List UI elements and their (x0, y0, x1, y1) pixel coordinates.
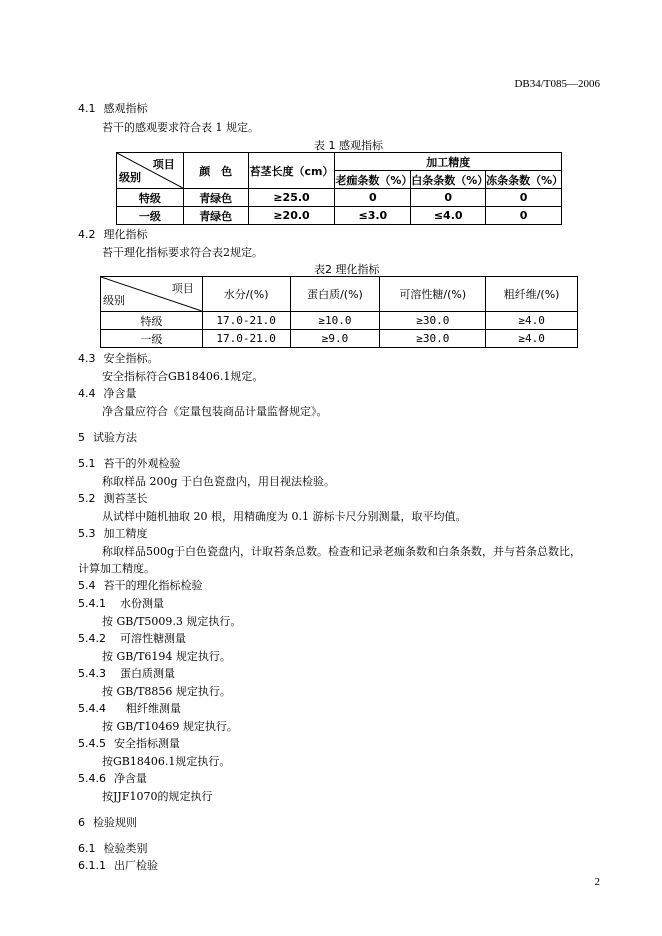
table-cell: ≥9.0 (290, 330, 380, 348)
table-cell: 0 (486, 207, 562, 225)
heading-5-4-5 (78, 735, 180, 751)
section-number: 5.4.2 (78, 632, 106, 645)
table-cell: ≤4.0 (411, 207, 486, 225)
table1-subheader: 冻条条数（%） (486, 171, 562, 189)
section-title: 净含量 (103, 387, 137, 400)
table-cell: 青绿色 (183, 207, 248, 225)
table2-header: 可溶性糖/(%) (380, 277, 486, 312)
section-number: 5 (78, 431, 85, 444)
table1-header-color: 颜 色 (183, 153, 248, 189)
table1-caption: 表 1 感观指标 (314, 139, 383, 152)
table-cell: ≥10.0 (290, 312, 380, 330)
paragraph-5-3-line2: 计算加工精度。 (78, 562, 155, 575)
section-number: 5.3 (78, 527, 96, 540)
section-number: 6.1.1 (78, 859, 106, 872)
section-number: 5.4.5 (78, 737, 106, 750)
section-title: 粗纤维测量 (126, 702, 181, 715)
table-cell: ≥20.0 (248, 207, 335, 225)
section-number: 5.4 (78, 579, 96, 592)
table1-subheader: 白条条数（%） (411, 171, 486, 189)
table-cell: ≥25.0 (248, 189, 335, 207)
paragraph-5-4-6: 按JJF1070的规定执行 (102, 790, 213, 803)
table-cell: 0 (411, 189, 486, 207)
section-title: 检验类别 (103, 842, 148, 855)
section-title: 加工精度 (103, 527, 148, 540)
paragraph-4-2: 苔干理化指标要求符合表2规定。 (102, 246, 263, 259)
table2-header: 水分/(%) (202, 277, 290, 312)
section-number: 5.2 (78, 492, 96, 505)
heading-4-2 (78, 226, 148, 242)
section-title: 水份测量 (120, 597, 164, 610)
table-cell: ≥30.0 (380, 330, 486, 348)
section-title: 蛋白质测量 (120, 667, 175, 680)
table-cell: 特级 (117, 189, 184, 207)
section-title: 安全指标测量 (114, 737, 180, 750)
section-title: 试验方法 (93, 431, 137, 444)
table-cell: ≥4.0 (486, 330, 578, 348)
section-title: 感观指标 (103, 102, 148, 115)
paragraph-4-1: 苔干的感观要求符合表 1 规定。 (102, 121, 259, 134)
table-cell: 0 (486, 189, 562, 207)
section-number: 5.4.3 (78, 667, 106, 680)
section-title: 苔干的外观检验 (103, 457, 181, 470)
table-row (117, 189, 562, 207)
section-title: 理化指标 (103, 228, 148, 241)
diag-label-item: 项目 (152, 158, 175, 171)
heading-4-1 (78, 100, 148, 116)
table-cell: ≤3.0 (335, 207, 411, 225)
paragraph-5-3-line1: 称取样品500g于白色瓷盘内，计取苔条总数。检查和记录老痂条数和白条条数，并与苔条总数比， (102, 545, 582, 558)
section-number: 4.2 (78, 228, 96, 241)
table1-diagonal-header (117, 153, 184, 189)
heading-5-4-6 (78, 770, 147, 786)
heading-5-4-3 (78, 665, 175, 681)
heading-6-1 (78, 840, 148, 856)
table-row (101, 330, 578, 348)
heading-4-4 (78, 385, 137, 401)
diag-label-grade: 级别 (119, 171, 141, 184)
heading-5-4-2 (78, 630, 186, 646)
paragraph-4-3: 安全指标符合GB18406.1规定。 (102, 370, 264, 383)
section-title: 净含量 (114, 772, 147, 785)
paragraph-5-1: 称取样品 200g 于白色瓷盘内，用目视法检验。 (102, 475, 336, 488)
table-row (117, 207, 562, 225)
section-title: 测苔茎长 (103, 492, 148, 505)
table2-header: 粗纤维/(%) (486, 277, 578, 312)
table-cell: 17.0-21.0 (202, 312, 290, 330)
section-number: 4.1 (78, 102, 96, 115)
heading-5-4-4 (78, 700, 181, 716)
table-cell: 一级 (117, 207, 184, 225)
document-code: DB34/T085—2006 (514, 78, 600, 90)
table-cell: 0 (335, 189, 411, 207)
heading-5-4 (78, 577, 203, 593)
diag-label-item: 项目 (171, 282, 194, 295)
paragraph-5-4-1: 按 GB/T5009.3 规定执行。 (102, 615, 242, 628)
heading-4-3 (78, 350, 159, 366)
section-number: 4.3 (78, 352, 96, 365)
paragraph-5-4-2: 按 GB/T6194 规定执行。 (102, 650, 231, 663)
table2-header: 蛋白质/(%) (290, 277, 380, 312)
table-cell: 一级 (101, 330, 203, 348)
section-number: 5.4.1 (78, 597, 106, 610)
heading-5-4-1 (78, 595, 164, 611)
table2-diagonal-header (101, 277, 203, 312)
section-number: 6.1 (78, 842, 96, 855)
table-cell: 特级 (101, 312, 203, 330)
section-title: 安全指标。 (103, 352, 159, 365)
section-number: 4.4 (78, 387, 96, 400)
heading-5-2 (78, 490, 148, 506)
section-number: 6 (78, 816, 85, 829)
page-number: 2 (594, 876, 600, 888)
section-number: 5.4.6 (78, 772, 106, 785)
heading-5 (78, 429, 137, 445)
table-sensory-indicators (116, 152, 562, 225)
table1-header-length: 苔茎长度（cm） (248, 153, 335, 189)
heading-5-3 (78, 525, 148, 541)
table2-caption: 表2 理化指标 (314, 263, 380, 276)
section-title: 出厂检验 (114, 859, 158, 872)
paragraph-5-4-3: 按 GB/T8856 规定执行。 (102, 685, 231, 698)
paragraph-4-4: 净含量应符合《定量包装商品计量监督规定》。 (102, 405, 328, 418)
heading-5-1 (78, 455, 181, 471)
section-number: 5.4.4 (78, 702, 106, 715)
table-physicochemical-indicators (100, 276, 578, 348)
table-cell: ≥4.0 (486, 312, 578, 330)
section-title: 苔干的理化指标检验 (103, 579, 203, 592)
section-title: 检验规则 (93, 816, 137, 829)
paragraph-5-4-4: 按 GB/T10469 规定执行。 (102, 720, 238, 733)
heading-6-1-1 (78, 857, 158, 873)
table1-header-precision: 加工精度 (335, 153, 562, 171)
section-title: 可溶性糖测量 (120, 632, 186, 645)
table-cell: ≥30.0 (380, 312, 486, 330)
table-cell: 17.0-21.0 (202, 330, 290, 348)
section-number: 5.1 (78, 457, 96, 470)
heading-6 (78, 814, 137, 830)
table1-subheader: 老痂条数（%） (335, 171, 411, 189)
table-cell: 青绿色 (183, 189, 248, 207)
paragraph-5-2: 从试样中随机抽取 20 根，用精确度为 0.1 游标卡尺分别测量，取平均值。 (102, 510, 467, 523)
paragraph-5-4-5: 按GB18406.1规定执行。 (102, 755, 231, 768)
table-row (101, 312, 578, 330)
diag-label-grade: 级别 (103, 294, 125, 307)
